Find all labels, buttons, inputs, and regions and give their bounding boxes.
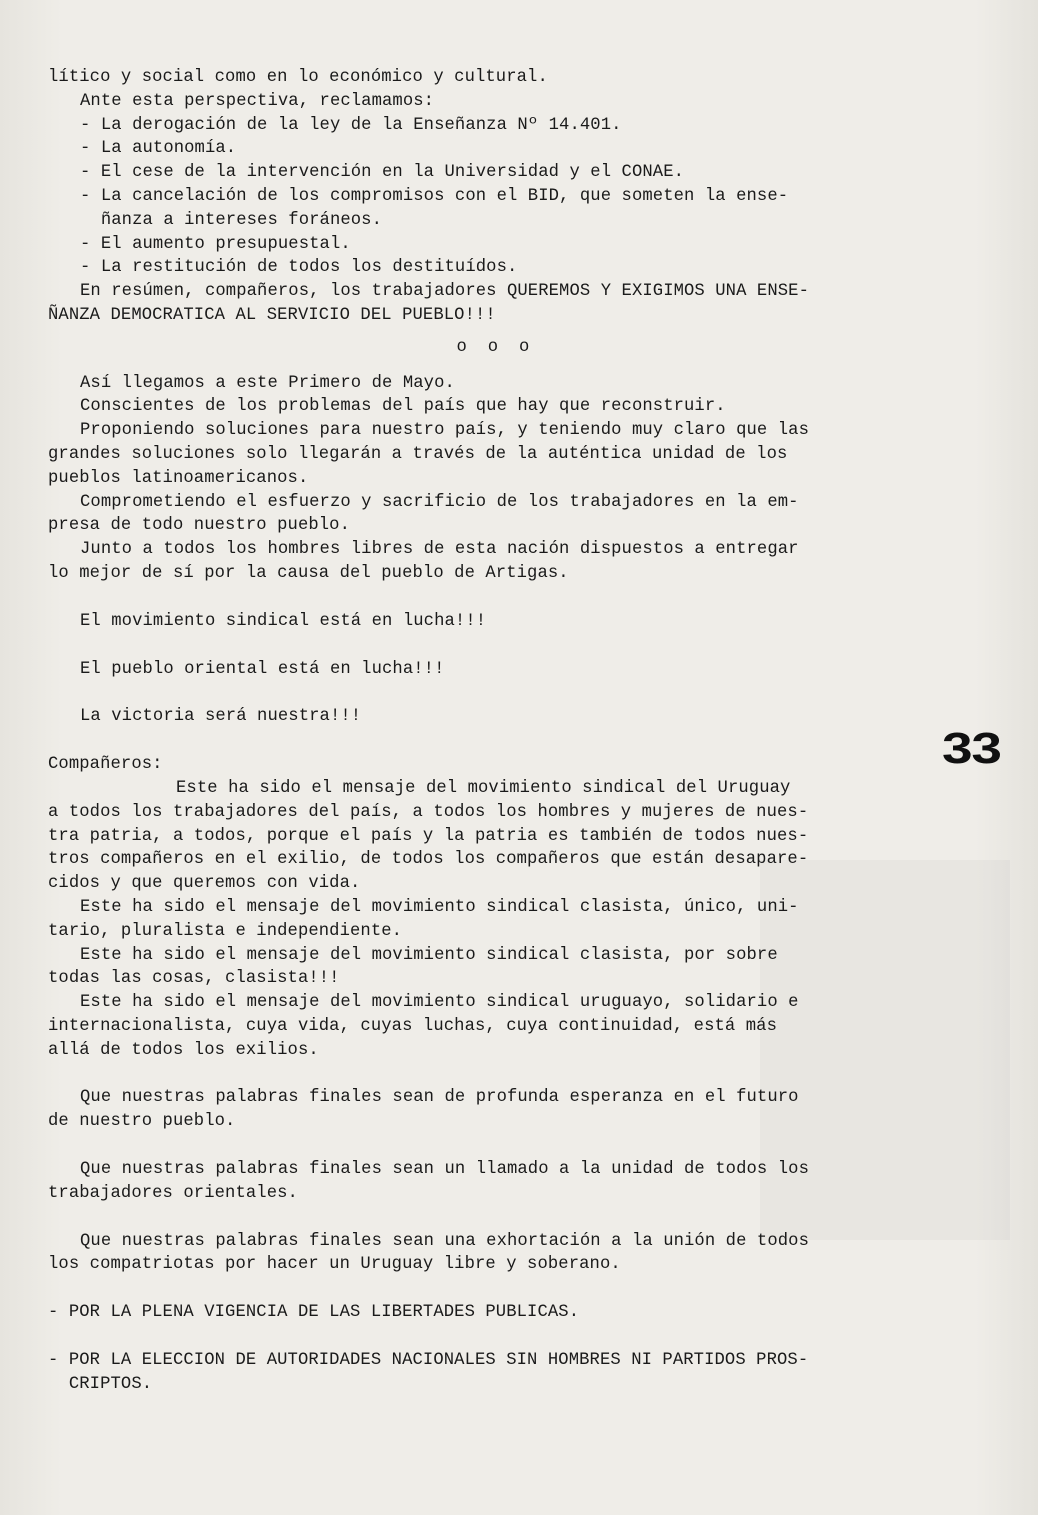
text-line: tario, pluralista e independiente. bbox=[48, 921, 403, 941]
text-line: Este ha sido el mensaje del movimiento sindical clasista, por sobre bbox=[80, 945, 778, 965]
text-line: Que nuestras palabras finales sean de profunda esperanza en el futuro bbox=[80, 1088, 799, 1108]
text-line: ÑANZA DEMOCRATICA AL SERVICIO DEL PUEBLO!!! bbox=[48, 305, 496, 325]
list-item: - La autonomía. bbox=[80, 139, 237, 159]
text-line: Este ha sido el mensaje del movimiento sindical clasista, único, uni- bbox=[80, 897, 799, 917]
text-line: internacionalista, cuya vida, cuyas luchas, cuya continuidad, está más bbox=[48, 1016, 777, 1036]
text-line: allá de todos los exilios. bbox=[48, 1040, 319, 1060]
list-item: - La restitución de todos los destituídos. bbox=[80, 258, 518, 278]
slogan-line: - POR LA PLENA VIGENCIA DE LAS LIBERTADES PUBLICAS. bbox=[48, 1303, 580, 1323]
text-line: todas las cosas, clasista!!! bbox=[48, 969, 340, 989]
text-line: Conscientes de los problemas del país que hay que reconstruir. bbox=[80, 397, 726, 417]
text-line: Junto a todos los hombres libres de esta nación dispuestos a entregar bbox=[80, 540, 799, 560]
text-line: a todos los trabajadores del país, a todos los hombres y mujeres de nues- bbox=[48, 802, 809, 822]
list-item: - La derogación de la ley de la Enseñanza Nº 14.401. bbox=[80, 115, 622, 135]
list-item: - El aumento presupuestal. bbox=[80, 234, 351, 254]
page-number: 33 bbox=[942, 724, 1001, 773]
text-line: Este ha sido el mensaje del movimiento sindical del Uruguay bbox=[176, 778, 791, 798]
list-item: - El cese de la intervención en la Universidad y el CONAE. bbox=[80, 163, 685, 183]
text-line: grandes soluciones solo llegarán a través de la auténtica unidad de los bbox=[48, 444, 788, 464]
exclamation-line: El pueblo oriental está en lucha!!! bbox=[80, 659, 445, 679]
slogan-line: - POR LA ELECCION DE AUTORIDADES NACIONALES SIN HOMBRES NI PARTIDOS PROS- bbox=[48, 1351, 809, 1371]
text-line: Que nuestras palabras finales sean una exhortación a la unión de todos bbox=[80, 1231, 809, 1251]
text-line: cidos y que queremos con vida. bbox=[48, 874, 361, 894]
demands-list bbox=[48, 114, 938, 281]
text-line: presa de todo nuestro pueblo. bbox=[48, 516, 351, 536]
text-line: tros compañeros en el exilio, de todos los compañeros que están desapare- bbox=[48, 850, 809, 870]
text-line: pueblos latinoamericanos. bbox=[48, 468, 309, 488]
text-line: de nuestro pueblo. bbox=[48, 1112, 236, 1132]
text-line: Que nuestras palabras finales sean un llamado a la unidad de todos los bbox=[80, 1160, 809, 1180]
text-line: Proponiendo soluciones para nuestro país, y teniendo muy claro que las bbox=[80, 421, 809, 441]
exclamation-line: La victoria será nuestra!!! bbox=[80, 707, 362, 727]
text-line: los compatriotas por hacer un Uruguay libre y soberano. bbox=[48, 1255, 621, 1275]
text-line: tra patria, a todos, porque el país y la patria es también de todos nues- bbox=[48, 826, 809, 846]
text-line: Este ha sido el mensaje del movimiento sindical uruguayo, solidario e bbox=[80, 993, 799, 1013]
text-line: Así llegamos a este Primero de Mayo. bbox=[80, 373, 455, 393]
text-line: En resúmen, compañeros, los trabajadores QUEREMOS Y EXIGIMOS UNA ENSE- bbox=[80, 282, 809, 302]
list-item: ñanza a intereses foráneos. bbox=[80, 210, 383, 230]
section-separator: o o o bbox=[456, 337, 530, 357]
exclamation-line: El movimiento sindical está en lucha!!! bbox=[80, 611, 487, 631]
salutation: Compañeros: bbox=[48, 755, 163, 775]
slogan-line: CRIPTOS. bbox=[48, 1374, 153, 1394]
text-line: Comprometiendo el esfuerzo y sacrificio de los trabajadores en la em- bbox=[80, 492, 799, 512]
text-line: trabajadores orientales. bbox=[48, 1183, 298, 1203]
text-line: lítico y social como en lo económico y cultural. bbox=[48, 68, 548, 87]
text-line: Ante esta perspectiva, reclamamos: bbox=[80, 91, 435, 111]
text-line: lo mejor de sí por la causa del pueblo de Artigas. bbox=[48, 563, 569, 583]
document-body bbox=[48, 66, 938, 1397]
list-item: - La cancelación de los compromisos con el BID, que someten la ense- bbox=[80, 186, 789, 206]
